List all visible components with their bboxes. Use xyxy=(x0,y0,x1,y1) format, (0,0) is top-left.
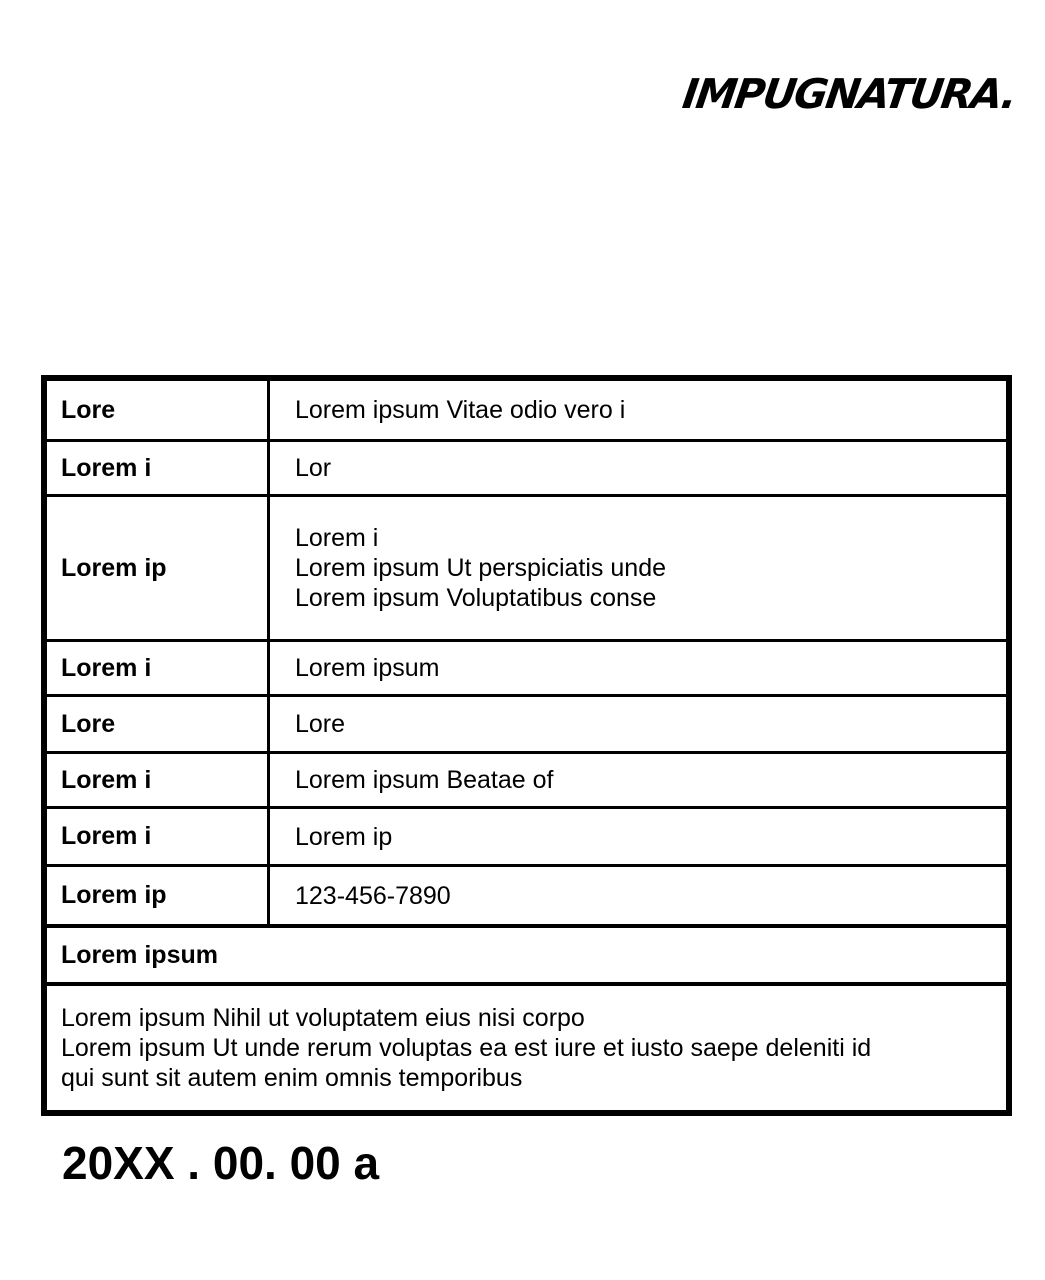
table-row xyxy=(47,809,1006,867)
section-heading: Lorem ipsum xyxy=(61,941,218,969)
row-label: Lorem ip xyxy=(47,867,270,924)
row-label: Lorem i xyxy=(47,809,270,864)
row-value: Lorem ipsum Beatae of xyxy=(295,766,554,794)
value-line: Lorem ipsum Ut perspiciatis unde xyxy=(295,554,666,582)
row-value: Lor xyxy=(295,454,332,482)
row-label: Lore xyxy=(47,381,270,439)
row-value: Lorem ip xyxy=(295,822,393,851)
row-label: Lorem ip xyxy=(47,497,270,639)
row-label: Lorem i xyxy=(47,442,270,494)
info-table xyxy=(41,375,1012,1116)
table-row xyxy=(47,867,1006,928)
row-label: Lorem i xyxy=(47,642,270,694)
row-value: Lorem ipsum Vitae odio vero i xyxy=(295,396,626,424)
table-row xyxy=(47,381,1006,442)
row-value xyxy=(270,497,1006,639)
row-label: Lore xyxy=(47,697,270,751)
table-row xyxy=(47,497,1006,642)
value-line: Lorem i xyxy=(295,524,379,552)
value-line: Lorem ipsum Voluptatibus conse xyxy=(295,584,657,612)
table-row xyxy=(47,697,1006,754)
row-label: Lorem i xyxy=(47,754,270,806)
body-line: Lorem ipsum Ut unde rerum voluptas ea est iure et iusto saepe deleniti id xyxy=(61,1034,872,1062)
brand-logo: IMPUGNATURA. xyxy=(679,70,1019,118)
section-body xyxy=(47,986,1006,1110)
table-row xyxy=(47,442,1006,497)
row-value: Lorem ipsum xyxy=(295,654,440,682)
section-heading-row xyxy=(47,928,1006,986)
table-row xyxy=(47,754,1006,809)
row-value: Lore xyxy=(295,710,346,738)
row-value: 123-456-7890 xyxy=(295,881,451,910)
document-date: 20XX . 00. 00 a xyxy=(62,1137,380,1189)
section-body-row xyxy=(47,986,1006,1110)
table-row xyxy=(47,642,1006,697)
body-line: qui sunt sit autem enim omnis temporibus xyxy=(61,1064,523,1092)
body-line: Lorem ipsum Nihil ut voluptatem eius nisi corpo xyxy=(61,1004,585,1032)
